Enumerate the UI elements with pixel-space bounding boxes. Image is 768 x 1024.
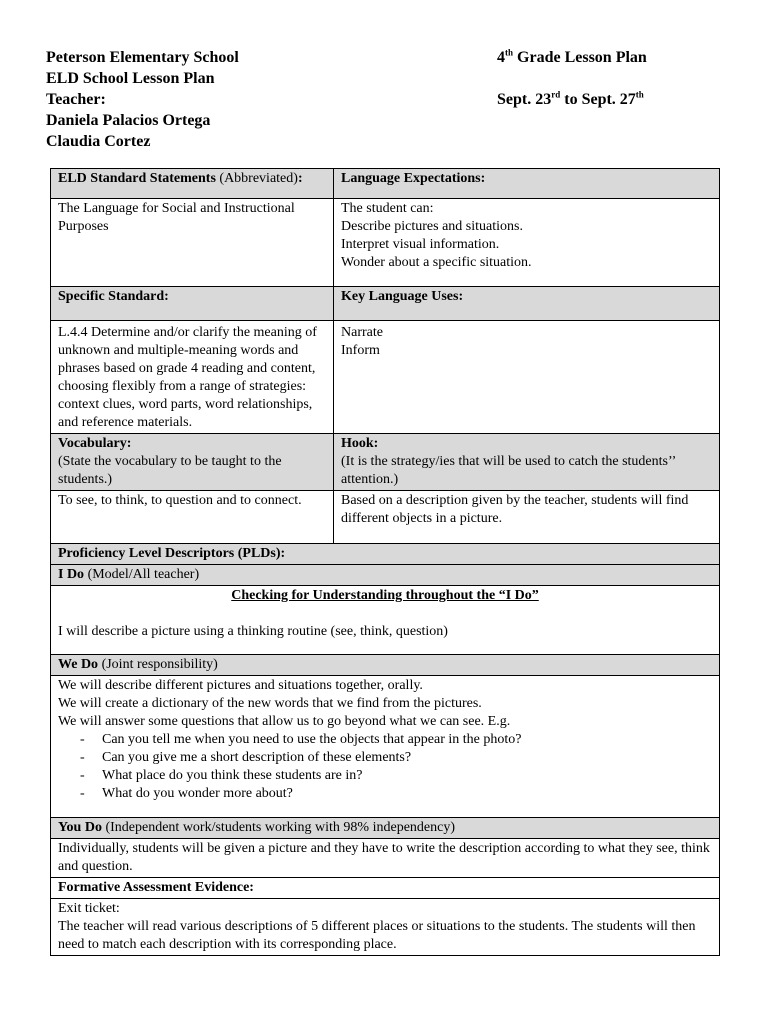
- we-do-line: We will create a dictionary of the new words that we find from the pictures.: [58, 696, 482, 711]
- vocabulary-label: Vocabulary:: [58, 436, 132, 451]
- lang-exp-label-cell: [334, 169, 720, 199]
- list-item: - Can you give me a short description of these elements?: [80, 749, 712, 767]
- table-row: [51, 287, 720, 321]
- table-row: [51, 586, 720, 655]
- date-end: to Sept. 27: [560, 91, 636, 108]
- plds-label: Proficiency Level Descriptors (PLDs):: [51, 544, 720, 565]
- teacher-name-2: Claudia Cortez: [46, 133, 151, 150]
- key-lang-value: [334, 321, 720, 434]
- vocabulary-value: To see, to think, to question and to connect.: [51, 491, 334, 544]
- lang-exp-line: Describe pictures and situations.: [341, 219, 523, 234]
- grade-number: 4: [497, 49, 505, 66]
- specific-standard-value: L.4.4 Determine and/or clarify the meaning of unknown and multiple-meaning words and phrases based on grade 4 reading and content, choosing flexibly from a range of strategies: context clues, word parts, word relationships, and reference materials.: [51, 321, 334, 434]
- formative-line-1: Exit ticket:: [58, 901, 120, 916]
- lang-exp-value: [334, 199, 720, 287]
- we-do-label-cell: [51, 655, 720, 676]
- we-do-line: We will describe different pictures and situations together, orally.: [58, 678, 423, 693]
- table-row: [51, 169, 720, 199]
- list-item: - Can you tell me when you need to use the objects that appear in the photo?: [80, 731, 712, 749]
- teacher-name-1: Daniela Palacios Ortega: [46, 112, 211, 129]
- table-row: [51, 818, 720, 839]
- you-do-label-cell: [51, 818, 720, 839]
- specific-standard-label-cell: [51, 287, 334, 321]
- we-do-line: We will answer some questions that allow us to go beyond what we can see. E.g.: [58, 714, 511, 729]
- lesson-plan-table: [50, 168, 720, 956]
- you-do-note: (Independent work/students working with 98% independency): [101, 820, 455, 835]
- header-left: [46, 47, 239, 152]
- table-row: [51, 544, 720, 565]
- formative-label: Formative Assessment Evidence:: [51, 878, 720, 899]
- lang-exp-label: Language Expectations:: [341, 171, 486, 186]
- eld-label-cell: [51, 169, 334, 199]
- specific-standard-label: Specific Standard:: [58, 289, 169, 304]
- grade-title: [497, 47, 647, 68]
- header-right: [497, 47, 647, 110]
- table-row: [51, 676, 720, 818]
- table-row: [51, 655, 720, 676]
- key-lang-label: Key Language Uses:: [341, 289, 464, 304]
- table-row: [51, 878, 720, 899]
- table-row: [51, 434, 720, 491]
- key-lang-line: Narrate: [341, 325, 383, 340]
- date-end-suffix: th: [635, 89, 644, 100]
- hook-label: Hook:: [341, 436, 379, 451]
- vocabulary-label-cell: [51, 434, 334, 491]
- you-do-text: Individually, students will be given a picture and they have to write the description according to what they see, think and question.: [51, 839, 720, 878]
- date-start-suffix: rd: [551, 89, 561, 100]
- table-row: [51, 199, 720, 287]
- we-do-note: (Joint responsibility): [98, 657, 218, 672]
- hook-label-cell: [334, 434, 720, 491]
- formative-content: [51, 899, 720, 956]
- lang-exp-line: Interpret visual information.: [341, 237, 500, 252]
- vocabulary-note: (State the vocabulary to be taught to the students.): [58, 454, 282, 487]
- i-do-label: I Do: [58, 567, 85, 582]
- grade-rest: Grade Lesson Plan: [513, 49, 647, 66]
- i-do-text: I will describe a picture using a thinking routine (see, think, question): [58, 624, 448, 639]
- lang-exp-line: The student can:: [341, 201, 434, 216]
- eld-label-colon: :: [297, 171, 303, 186]
- table-row: [51, 491, 720, 544]
- eld-label: ELD Standard Statements: [58, 171, 216, 186]
- i-do-label-cell: [51, 565, 720, 586]
- eld-value: The Language for Social and Instructional Purposes: [51, 199, 334, 287]
- i-do-heading: Checking for Understanding throughout the “I Do”: [231, 588, 539, 603]
- we-do-content: [51, 676, 720, 818]
- plan-type: ELD School Lesson Plan: [46, 70, 215, 87]
- key-lang-line: Inform: [341, 343, 380, 358]
- table-row: [51, 839, 720, 878]
- eld-label-note: (Abbreviated): [215, 171, 298, 186]
- i-do-content: [51, 586, 720, 655]
- grade-suffix: th: [505, 47, 514, 58]
- list-item: - What do you wonder more about?: [80, 785, 712, 803]
- table-row: [51, 899, 720, 956]
- we-do-label: We Do: [58, 657, 99, 672]
- table-row: [51, 565, 720, 586]
- i-do-note: (Model/All teacher): [84, 567, 200, 582]
- key-lang-label-cell: [334, 287, 720, 321]
- hook-note: (It is the strategy/ies that will be used to catch the students’’ attention.): [341, 454, 676, 487]
- hook-value: Based on a description given by the teacher, students will find different objects in a picture.: [334, 491, 720, 544]
- table-row: [51, 321, 720, 434]
- list-item: - What place do you think these students are in?: [80, 767, 712, 785]
- school-name: Peterson Elementary School: [46, 49, 239, 66]
- we-do-questions: [58, 731, 712, 803]
- formative-line-2: The teacher will read various descriptions of 5 different places or situations to the students. The students will then need to match each description with its corresponding place.: [58, 919, 696, 952]
- you-do-label: You Do: [58, 820, 102, 835]
- date-range: [497, 89, 647, 110]
- lang-exp-line: Wonder about a specific situation.: [341, 255, 532, 270]
- teacher-label: Teacher:: [46, 91, 106, 108]
- date-start: Sept. 23: [497, 91, 552, 108]
